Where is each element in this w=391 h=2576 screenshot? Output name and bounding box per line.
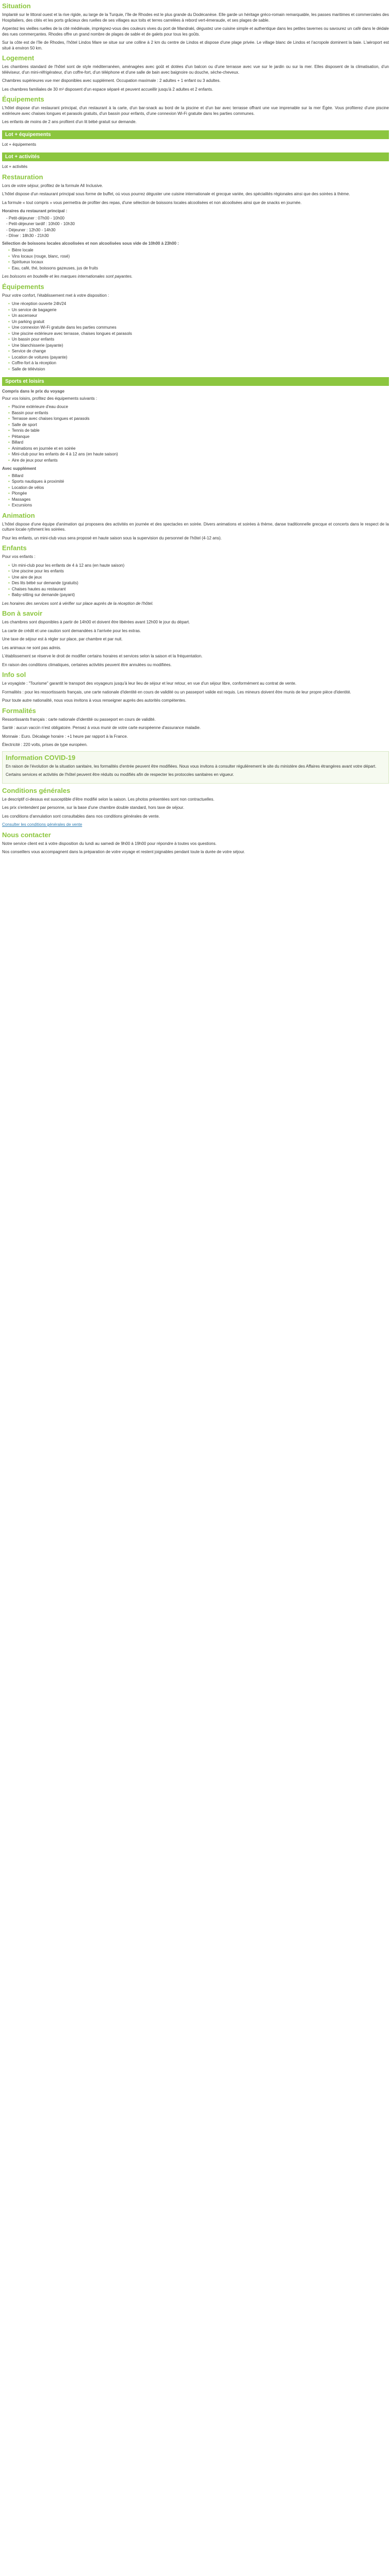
list-item: • Vins locaux (rouge, blanc, rosé) — [8, 254, 389, 260]
situation-paragraph: Implanté sur le littoral ouest et la rive rigide, au large de la Turquie, l'île de Rhodes est le plus grande du Dodécanèse. Elle garde un héritage gréco-romain remarquable, les passes maritimes et commerciales des Hospitaliers, des cités et les ports grâcieux des ruelles de ses villages aux toits et terres carrelées à rebord vert-émeraude, et ses plages de sable. — [2, 12, 389, 23]
restauration-hour: - Dîner : 18h30 - 21h30 — [6, 233, 389, 239]
logement-paragraph: Les chambres standard de l'hôtel sont de style méditerranéen, aménagées avec goût et dotées d'un balcon ou d'une terrasse avec vue sur le jardin ou sur la mer. Elles disposent de la climatisation, d'un téléviseur, d'un mini-réfrigérateur, d'un coffre-fort, d'un téléphone et d'une salle de bain avec baignoire ou douche, sèche-cheveux. — [2, 64, 389, 75]
conditions-section — [2, 787, 389, 828]
info-sol-paragraph: Formalités : pour les ressortissants français, une carte nationale d'identité en cours de validité ou un passeport valide est requis. Les mineurs doivent être munis de leur propre pièce d'identité. — [2, 689, 351, 694]
bon-savoir-heading: Bon à savoir — [2, 609, 43, 617]
lot-equipements-label: Lot + équipements — [2, 142, 37, 147]
bon-savoir-paragraph: Les animaux ne sont pas admis. — [2, 645, 61, 650]
sports-band[interactable]: Sports et loisirs — [2, 377, 389, 386]
list-item: • Une aire de jeux — [8, 575, 389, 581]
list-item: • Piscine extérieure d'eau douce — [8, 404, 389, 410]
page — [0, 0, 391, 855]
formalites-section — [2, 707, 389, 748]
equipements-section — [2, 95, 389, 125]
list-item: • Coffre-fort à la réception — [8, 361, 389, 366]
logement-paragraph: Chambres supérieures vue mer disponibles avec supplément. Occupation maximale : 2 adultes + 1 enfant ou 3 adultes. — [2, 78, 221, 83]
bon-savoir-paragraph: Une taxe de séjour est à régler sur place, par chambre et par nuit. — [2, 637, 123, 641]
list-item: • Massages — [8, 497, 389, 503]
list-item: • Une réception ouverte 24h/24 — [8, 301, 389, 307]
info-sol-section — [2, 671, 389, 704]
formalites-heading: Formalités — [2, 706, 36, 715]
list-item: • Service de change — [8, 349, 389, 354]
list-item: • Une piscine pour les enfants — [8, 569, 389, 574]
bon-savoir-section — [2, 609, 389, 668]
formalites-paragraph: Monnaie : Euro. Décalage horaire : +1 heure par rapport à la France. — [2, 734, 128, 739]
logement-section — [2, 54, 389, 92]
list-item: • Baby-sitting sur demande (payant) — [8, 592, 389, 598]
situation-paragraph: Sur la côte est de l'île de Rhodes, l'hôtel Lindos Mare se situe sur une colline à 2 km du centre de Lindos et dispose d'une plage privée. Le village blanc de Lindos et l'acropole dominent la baie. L'aéroport est situé à environ 50 km. — [2, 40, 389, 50]
situation-section — [2, 2, 389, 51]
info-sol-paragraph: Pour toute autre nationalité, nous vous invitons à vous renseigner auprès des autorités compétentes. — [2, 698, 187, 703]
equipements-heading: Équipements — [2, 95, 44, 103]
equipements2-heading: Équipements — [2, 282, 44, 291]
equipements-paragraph: L'hôtel dispose d'un restaurant principal, d'un restaurant à la carte, d'un bar-snack au bord de la piscine et d'un bar avec terrasse offrant une vue imprenable sur la mer Égée. Vous profiterez d'une piscine extérieure avec chaises longues et parasols gratuits, d'un bassin pour enfants, d'une connexion Wi-Fi gratuite dans les parties communes. — [2, 106, 389, 116]
bon-savoir-paragraph: La carte de crédit et une caution sont demandées à l'arrivée pour les extras. — [2, 628, 141, 633]
list-item: • Une blanchisserie (payante) — [8, 343, 389, 349]
list-item: • Mini-club pour les enfants de 4 à 12 ans (en haute saison) — [8, 452, 389, 457]
list-item: • Billard — [8, 473, 389, 479]
list-item: • Un ascenseur — [8, 313, 389, 319]
list-item: • Excursions — [8, 503, 389, 509]
sports-section — [2, 389, 389, 509]
restauration-paragraph: La formule « tout compris » vous permettra de profiter des repas, d'une sélection de boissons locales alcoolisées et non alcoolisées ainsi que de snacks en journée. — [2, 200, 302, 205]
conditions-heading: Conditions générales — [2, 786, 71, 794]
covid-paragraph: Certains services et activités de l'hôtel peuvent être réduits ou modifiés afin de respecter les protocoles sanitaires en vigueur. — [6, 772, 234, 777]
list-item: • Spiritueux locaux — [8, 260, 389, 265]
restauration-note: Les boissons en bouteille et les marques internationales sont payantes. — [2, 274, 133, 279]
logement-heading: Logement — [2, 54, 35, 62]
bon-savoir-paragraph: Les chambres sont disponibles à partir de 14h00 et doivent être libérées avant 12h00 le jour du départ. — [2, 620, 190, 624]
lot-activites-label: Lot + activités — [2, 164, 28, 169]
restauration-hour: - Déjeuner : 12h30 - 14h30 — [6, 228, 389, 233]
info-sol-paragraph: Le voyagiste : "Tourisme" garantit le transport des voyageurs jusqu'à leur lieu de séjour et leur retour, en vue d'un séjour libre, conformément au contrat de vente. — [2, 681, 297, 686]
restauration-paragraph: L'hôtel dispose d'un restaurant principal sous forme de buffet, où vous pourrez déguster une cuisine internationale et grecque variée, des spécialités régionales ainsi que des soirées à thème. — [2, 192, 350, 196]
list-item: • Un parking gratuit — [8, 319, 389, 325]
equipements2-section — [2, 283, 389, 372]
list-item: • Location de voitures (payante) — [8, 355, 389, 361]
list-item: • Un service de bagagerie — [8, 308, 389, 313]
sports-included-title: Compris dans le prix du voyage — [2, 389, 64, 394]
enfants-note: Les horaires des services sont à vérifier sur place auprès de la réception de l'hôtel. — [2, 601, 154, 606]
conditions-paragraph: Le descriptif ci-dessus est susceptible d'être modifié selon la saison. Les photos présentées sont non contractuelles. — [2, 796, 215, 802]
animation-paragraph: L'hôtel dispose d'une équipe d'animation qui proposera des activités en journée et des spectacles en soirée. Divers animations et soirées à thème, danse traditionnelle grecque et concerts dans le respect de la culture locale rythment les soirées. — [2, 521, 389, 532]
list-item: • Sports nautiques à proximité — [8, 479, 389, 485]
formalites-paragraph: Électricité : 220 volts, prises de type européen. — [2, 742, 88, 747]
list-item: • Animations en journée et en soirée — [8, 446, 389, 452]
list-item: • Aire de jeux pour enfants — [8, 458, 389, 464]
lot-equipements-band[interactable]: Lot + équipements — [2, 130, 389, 139]
contact-heading: Nous contacter — [2, 831, 51, 839]
list-item: • Un bassin pour enfants — [8, 337, 389, 343]
situation-heading: Situation — [2, 2, 31, 10]
animation-section — [2, 512, 389, 541]
list-item: • Tennis de table — [8, 428, 389, 434]
list-item: • Salle de télévision — [8, 367, 389, 372]
contact-section — [2, 831, 389, 855]
animation-heading: Animation — [2, 511, 35, 519]
conditions-paragraph: Les conditions d'annulation sont consultables dans nos conditions générales de vente. — [2, 814, 160, 819]
sports-paid-title: Avec supplément — [2, 466, 36, 471]
bon-savoir-paragraph: L'établissement se réserve le droit de modifier certains horaires et services selon la saison et la fréquentation. — [2, 654, 203, 658]
list-item: • Une connexion Wi-Fi gratuite dans les parties communes — [8, 325, 389, 331]
restauration-drinks-title: Sélection de boissons locales alcoolisées et non alcoolisées sous vide de 10h00 à 23h00 : — [2, 241, 179, 246]
restauration-heading: Restauration — [2, 173, 43, 181]
conditions-paragraph: Les prix s'entendent par personne, sur la base d'une chambre double standard, hors taxe de séjour. — [2, 805, 185, 810]
restauration-hours-title: Horaires du restaurant principal : — [2, 209, 68, 213]
list-item: • Une piscine extérieure avec terrasse, chaises longues et parasols — [8, 331, 389, 337]
contact-paragraph: Notre service client est à votre disposition du lundi au samedi de 9h00 à 19h00 pour répondre à toutes vos questions. — [2, 841, 217, 846]
list-item: • Bassin pour enfants — [8, 411, 389, 416]
enfants-section — [2, 544, 389, 606]
sports-included-intro: Pour vos loisirs, profitez des équipements suivants : — [2, 396, 97, 401]
list-item: • Des lits bébé sur demande (gratuits) — [8, 581, 389, 586]
restauration-paragraph: Lors de votre séjour, profitez de la formule All Inclusive. — [2, 183, 103, 188]
info-sol-heading: Info sol — [2, 671, 26, 679]
list-item: • Bière locale — [8, 248, 389, 253]
conditions-link[interactable]: Consulter les conditions générales de vente — [2, 822, 83, 827]
equipements2-intro: Pour votre confort, l'établissement met à votre disposition : — [2, 293, 109, 298]
list-item: • Chaises hautes au restaurant — [8, 587, 389, 592]
equipements2-list — [2, 301, 389, 372]
restauration-hour: - Petit-déjeuner : 07h00 - 10h00 — [6, 216, 389, 222]
enfants-list — [2, 563, 389, 598]
formalites-paragraph: Santé : aucun vaccin n'est obligatoire. Pensez à vous munir de votre carte européenne d'assurance maladie. — [2, 725, 201, 730]
list-item: • Location de vélos — [8, 485, 389, 491]
list-item: • Billard — [8, 440, 389, 446]
restauration-hour: - Petit-déjeuner tardif : 10h00 - 10h30 — [6, 222, 389, 227]
lot-activites-band[interactable]: Lot + activités — [2, 152, 389, 161]
restauration-section — [2, 173, 389, 280]
covid-paragraph: En raison de l'évolution de la situation sanitaire, les formalités d'entrée peuvent être modifiées. Nous vous invitons à consulter régulièrement le site du ministère des Affaires étrangères avant votre départ. — [6, 764, 377, 769]
contact-paragraph: Nos conseillers vous accompagnent dans la préparation de votre voyage et restent joignables pendant toute la durée de votre séjour. — [2, 850, 245, 854]
formalites-paragraph: Ressortissants français : carte nationale d'identité ou passeport en cours de validité. — [2, 717, 156, 722]
list-item: • Pétanque — [8, 434, 389, 440]
sports-paid-list — [2, 473, 389, 509]
animation-paragraph: Pour les enfants, un mini-club vous sera proposé en haute saison sous la supervision du personnel de l'hôtel (4-12 ans). — [2, 535, 222, 540]
enfants-intro: Pour vos enfants : — [2, 554, 36, 559]
sports-included-list — [2, 404, 389, 463]
list-item: • Un mini-club pour les enfants de 4 à 12 ans (en haute saison) — [8, 563, 389, 569]
list-item: • Eau, café, thé, boissons gazeuses, jus de fruits — [8, 266, 389, 272]
equipements-paragraph: Les enfants de moins de 2 ans profitent d'un lit bébé gratuit sur demande. — [2, 120, 137, 124]
covid-heading: Information COVID-19 — [6, 753, 76, 761]
enfants-heading: Enfants — [2, 544, 27, 552]
list-item: • Plongée — [8, 491, 389, 497]
restauration-drinks-list — [2, 248, 389, 271]
list-item: • Salle de sport — [8, 422, 389, 428]
bon-savoir-paragraph: En raison des conditions climatiques, certaines activités peuvent être annulées ou modifiées. — [2, 662, 172, 667]
situation-paragraph: Arpentez les vieilles ruelles de la cité médiévale, imprégnez-vous des couleurs vives du port de Mandraki, dégustez une cuisine simple et authentique dans les petites tavernes ou savourez un café dans le dédale des rues commerçantes. Rhodes offre un grand nombre de plages de sable et de galets pour tous les goûts. — [2, 26, 389, 37]
covid-section — [2, 751, 389, 784]
list-item: • Terrasse avec chaises longues et parasols — [8, 416, 389, 422]
logement-paragraph: Les chambres familiales de 30 m² disposent d'un espace séparé et peuvent accueillir jusqu'à 2 adultes et 2 enfants. — [2, 87, 214, 92]
